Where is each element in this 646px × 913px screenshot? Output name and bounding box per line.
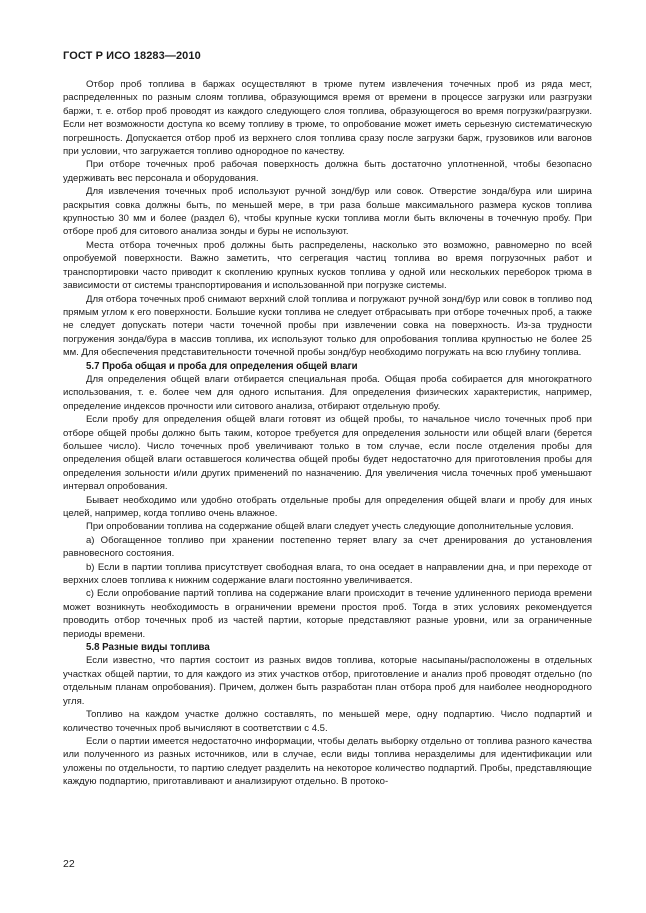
paragraph: Для определения общей влаги отбирается специальная проба. Общая проба собирается для многократного использования, т. е. более чем для одного испытания. Для определения физических характеристик, например, определение индексов прочности или ситового анализа, отбирают отдельную пробу.: [63, 373, 592, 412]
paragraph: a) Обогащенное топливо при хранении постепенно теряет влагу за счет дренирования до установления равновесного состояния.: [63, 534, 592, 560]
section-heading: 5.8 Разные виды топлива: [86, 642, 210, 654]
paragraph: Бывает необходимо или удобно отобрать отдельные пробы для определения общей влаги и пробу для иных целей, например, когда топливо очень влажное.: [63, 494, 592, 519]
paragraph: Если пробу для определения общей влаги готовят из общей пробы, то начальное число точечных проб при отборе общей пробы должно быть таким, которое требуется для определения зольности или общей влаги (берется большее число). Число точечных проб увеличивают только в том случае, если после отделения пробы для определения общей влаги оставшегося количества общей пробы будет недостаточно для приготовления пробы для определения зольности и/или других применений по назначению. Для увеличения числа точечных проб уменьшают интервал опробования.: [63, 414, 592, 493]
paragraph: Для отбора точечных проб снимают верхний слой топлива и погружают ручной зонд/бур или совок в топливо под прямым углом к его поверхности. Большие куски топлива не следует отбрасывать при отборе точечных проб, а также не следует допускать потери части точечной пробы при извлечении совка на поверхность. Из-за трудности погружения зонда/бура в массив топлива, их используют только для опробования топлива крупностью не более 25 мм. Для обеспечения представительности точечной пробы зонд/бур необходимо погружать на всю глубину топлива.: [63, 293, 592, 359]
paragraph: Если известно, что партия состоит из разных видов топлива, которые насыпаны/расположены в отдельных участках общей партии, то для каждого из этих участков отбор, приготовление и анализ проб проводят отдельно (по отдельным планам опробования). Причем, должен быть разработан план отбора проб для наиболее неоднородного угля.: [63, 655, 592, 707]
paragraph: Места отбора точечных проб должны быть распределены, насколько это возможно, равномерно по всей опробуемой поверхности. Важно заметить, что сегрегация частиц топлива во время погрузочных работ и транспортировки часто приводит к скоплению крупных кусков топлива у одной или нескольких переборок трюма в зависимости от системы транспортирования и использованной при погрузке системы.: [63, 239, 592, 292]
paragraph: Для извлечения точечных проб используют ручной зонд/бур или совок. Отверстие зонда/бура или ширина раскрытия совка должны быть, по меньшей мере, в три раза больше максимального размера кусков топлива крупностью 30 мм и более (раздел 6), чтобы крупные куски топлива могли быть включены в точечную пробу. При отборе проб для ситового анализа зонды и буры не используют.: [63, 186, 592, 238]
page-number: 22: [63, 858, 75, 870]
paragraph: Топливо на каждом участке должно составлять, по меньшей мере, одну подпартию. Число подпартий и количество точечных проб вычисляют в соответствии с 4.5.: [63, 709, 592, 734]
paragraph: При опробовании топлива на содержание общей влаги следует учесть следующие дополнительные условия.: [86, 521, 574, 533]
paragraph: c) Если опробование партий топлива на содержание влаги происходит в течение удлиненного периода времени может возникнуть необходимость в ограничении времени простоя проб. Тогда в этих условиях рекомендуется проводить отбор точечных проб из частей партии, которые представляют разные уровни, или за ограниченные периоды времени.: [63, 588, 592, 640]
paragraph: Если о партии имеется недостаточно информации, чтобы делать выборку отдельно от топлива разного качества или полученного из разных источников, или в случае, если виды топлива неразделимы для идентификации или уложены по отдельности, то партию следует разделить на некоторое количество подпартий. Пробы, представляющие каждую подпартию, приготавливают и анализируют отдельно. В протоко-: [63, 735, 592, 788]
document-body: [63, 78, 592, 789]
paragraph: При отборе точечных проб рабочая поверхность должна быть достаточно уплотненной, чтобы безопасно удерживать вес персонала и оборудования.: [63, 159, 592, 184]
section-heading: 5.7 Проба общая и проба для определения общей влаги: [86, 360, 358, 372]
document-header: ГОСТ Р ИСО 18283—2010: [63, 50, 201, 62]
paragraph: b) Если в партии топлива присутствует свободная влага, то она оседает в направлении дна, и при переходе от верхних слоев топлива к нижним содержание влаги постоянно увеличивается.: [63, 561, 592, 587]
paragraph: Отбор проб топлива в баржах осуществляют в трюме путем извлечения точечных проб из ряда мест, распределенных по разным слоям топлива, образующимся время от времени в процессе загрузки или разгрузки баржи, т. е. отбор проб проводят из каждого следующего слоя топлива, образующегося во время погрузки/разгрузки. Если нет возможности доступа ко всему топливу в трюме, то опробование может иметь серьезную систематическую погрешность. Допускается отбор проб из верхнего слоя топлива сразу после загрузки барж, грузовиков или вагонов при условии, что загружается топливо однородное по качеству.: [63, 79, 592, 158]
